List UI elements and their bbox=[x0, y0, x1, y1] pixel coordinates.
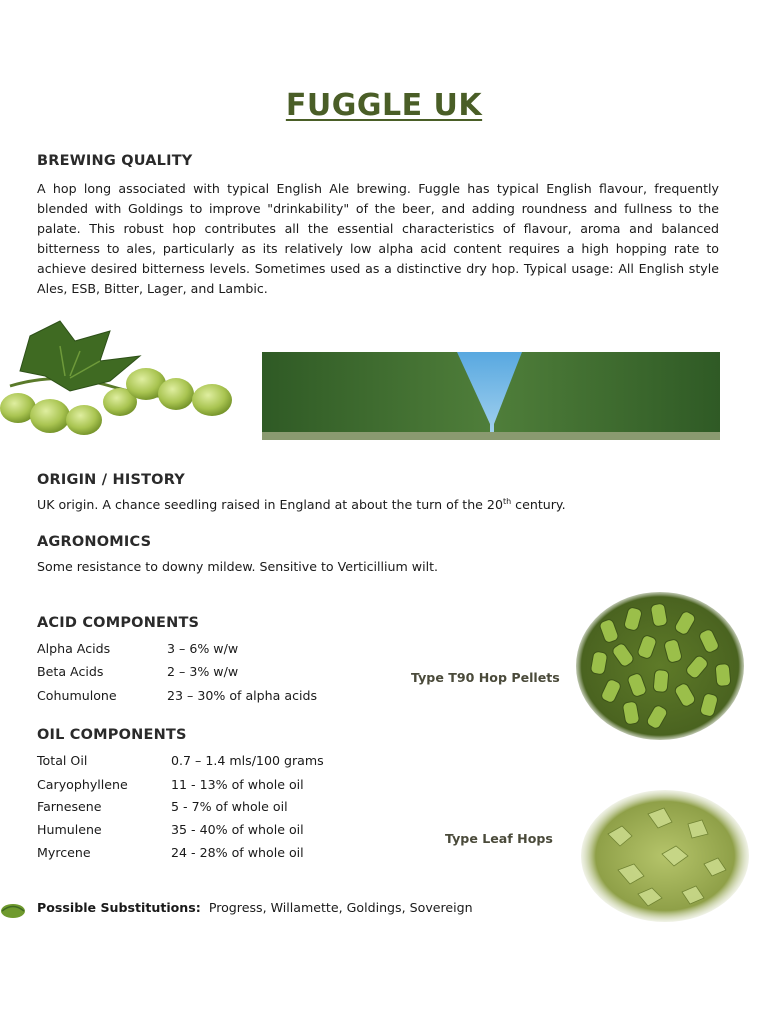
hop-garden-photo bbox=[262, 352, 720, 440]
acid-name: Beta Acids bbox=[37, 664, 104, 679]
leaf-caption: Type Leaf Hops bbox=[445, 831, 553, 846]
origin-text-end: century. bbox=[511, 497, 566, 513]
acid-value: 2 – 3% w/w bbox=[167, 664, 239, 679]
origin-superscript: th bbox=[502, 497, 512, 506]
acid-name: Alpha Acids bbox=[37, 641, 111, 656]
oil-components-heading: OIL COMPONENTS bbox=[37, 727, 187, 743]
pellets-caption: Type T90 Hop Pellets bbox=[411, 670, 560, 685]
leaf-hops-photo bbox=[578, 784, 752, 924]
oil-name: Humulene bbox=[37, 822, 102, 837]
origin-text-main: UK origin. A chance seedling raised in England at about the turn of the 20 bbox=[37, 497, 503, 513]
substitutions-label: Possible Substitutions: bbox=[37, 900, 201, 915]
oil-name: Caryophyllene bbox=[37, 777, 128, 792]
origin-text bbox=[37, 497, 566, 512]
oil-name: Farnesene bbox=[37, 799, 102, 814]
brewing-quality-text: A hop long associated with typical English Ale brewing. Fuggle has typical English flavour, frequently blended with Goldings to improve "drinkability" of the beer, and adding roundness and fullness to the palate. This robust hop contributes all the essential characteristics of flavour, aroma and balanced bitterness to ales, particularly as its relatively low alpha acid content requires a high hopping rate to achieve desired bitterness levels. Sometimes used as a distinctive dry hop. Typical usage: All English style Ales, ESB, Bitter, Lager, and Lambic. bbox=[37, 181, 719, 296]
substitutions bbox=[37, 900, 473, 915]
oil-value: 0.7 – 1.4 mls/100 grams bbox=[171, 753, 324, 768]
page-title bbox=[0, 88, 768, 123]
oil-value: 35 - 40% of whole oil bbox=[171, 822, 304, 837]
oil-value: 5 - 7% of whole oil bbox=[171, 799, 288, 814]
substitutions-text: Progress, Willamette, Goldings, Sovereign bbox=[208, 900, 473, 915]
acid-value: 3 – 6% w/w bbox=[167, 641, 239, 656]
agronomics-text: Some resistance to downy mildew. Sensitive to Verticillium wilt. bbox=[37, 559, 439, 574]
acid-name: Cohumulone bbox=[37, 688, 117, 703]
oil-name: Total Oil bbox=[37, 753, 88, 768]
hop-cone-icon bbox=[0, 900, 26, 920]
oil-value: 11 - 13% of whole oil bbox=[171, 777, 304, 792]
oil-name: Myrcene bbox=[37, 845, 91, 860]
hop-pellets-photo bbox=[574, 590, 746, 742]
acid-components-heading: ACID COMPONENTS bbox=[37, 615, 200, 631]
brewing-quality-heading: BREWING QUALITY bbox=[37, 153, 193, 169]
oil-value: 24 - 28% of whole oil bbox=[171, 845, 304, 860]
origin-heading: ORIGIN / HISTORY bbox=[37, 472, 185, 488]
hop-bine-photo bbox=[0, 316, 240, 444]
agronomics-heading: AGRONOMICS bbox=[37, 534, 152, 550]
acid-value: 23 – 30% of alpha acids bbox=[167, 688, 318, 703]
page-title-text: FUGGLE UK bbox=[285, 88, 483, 123]
